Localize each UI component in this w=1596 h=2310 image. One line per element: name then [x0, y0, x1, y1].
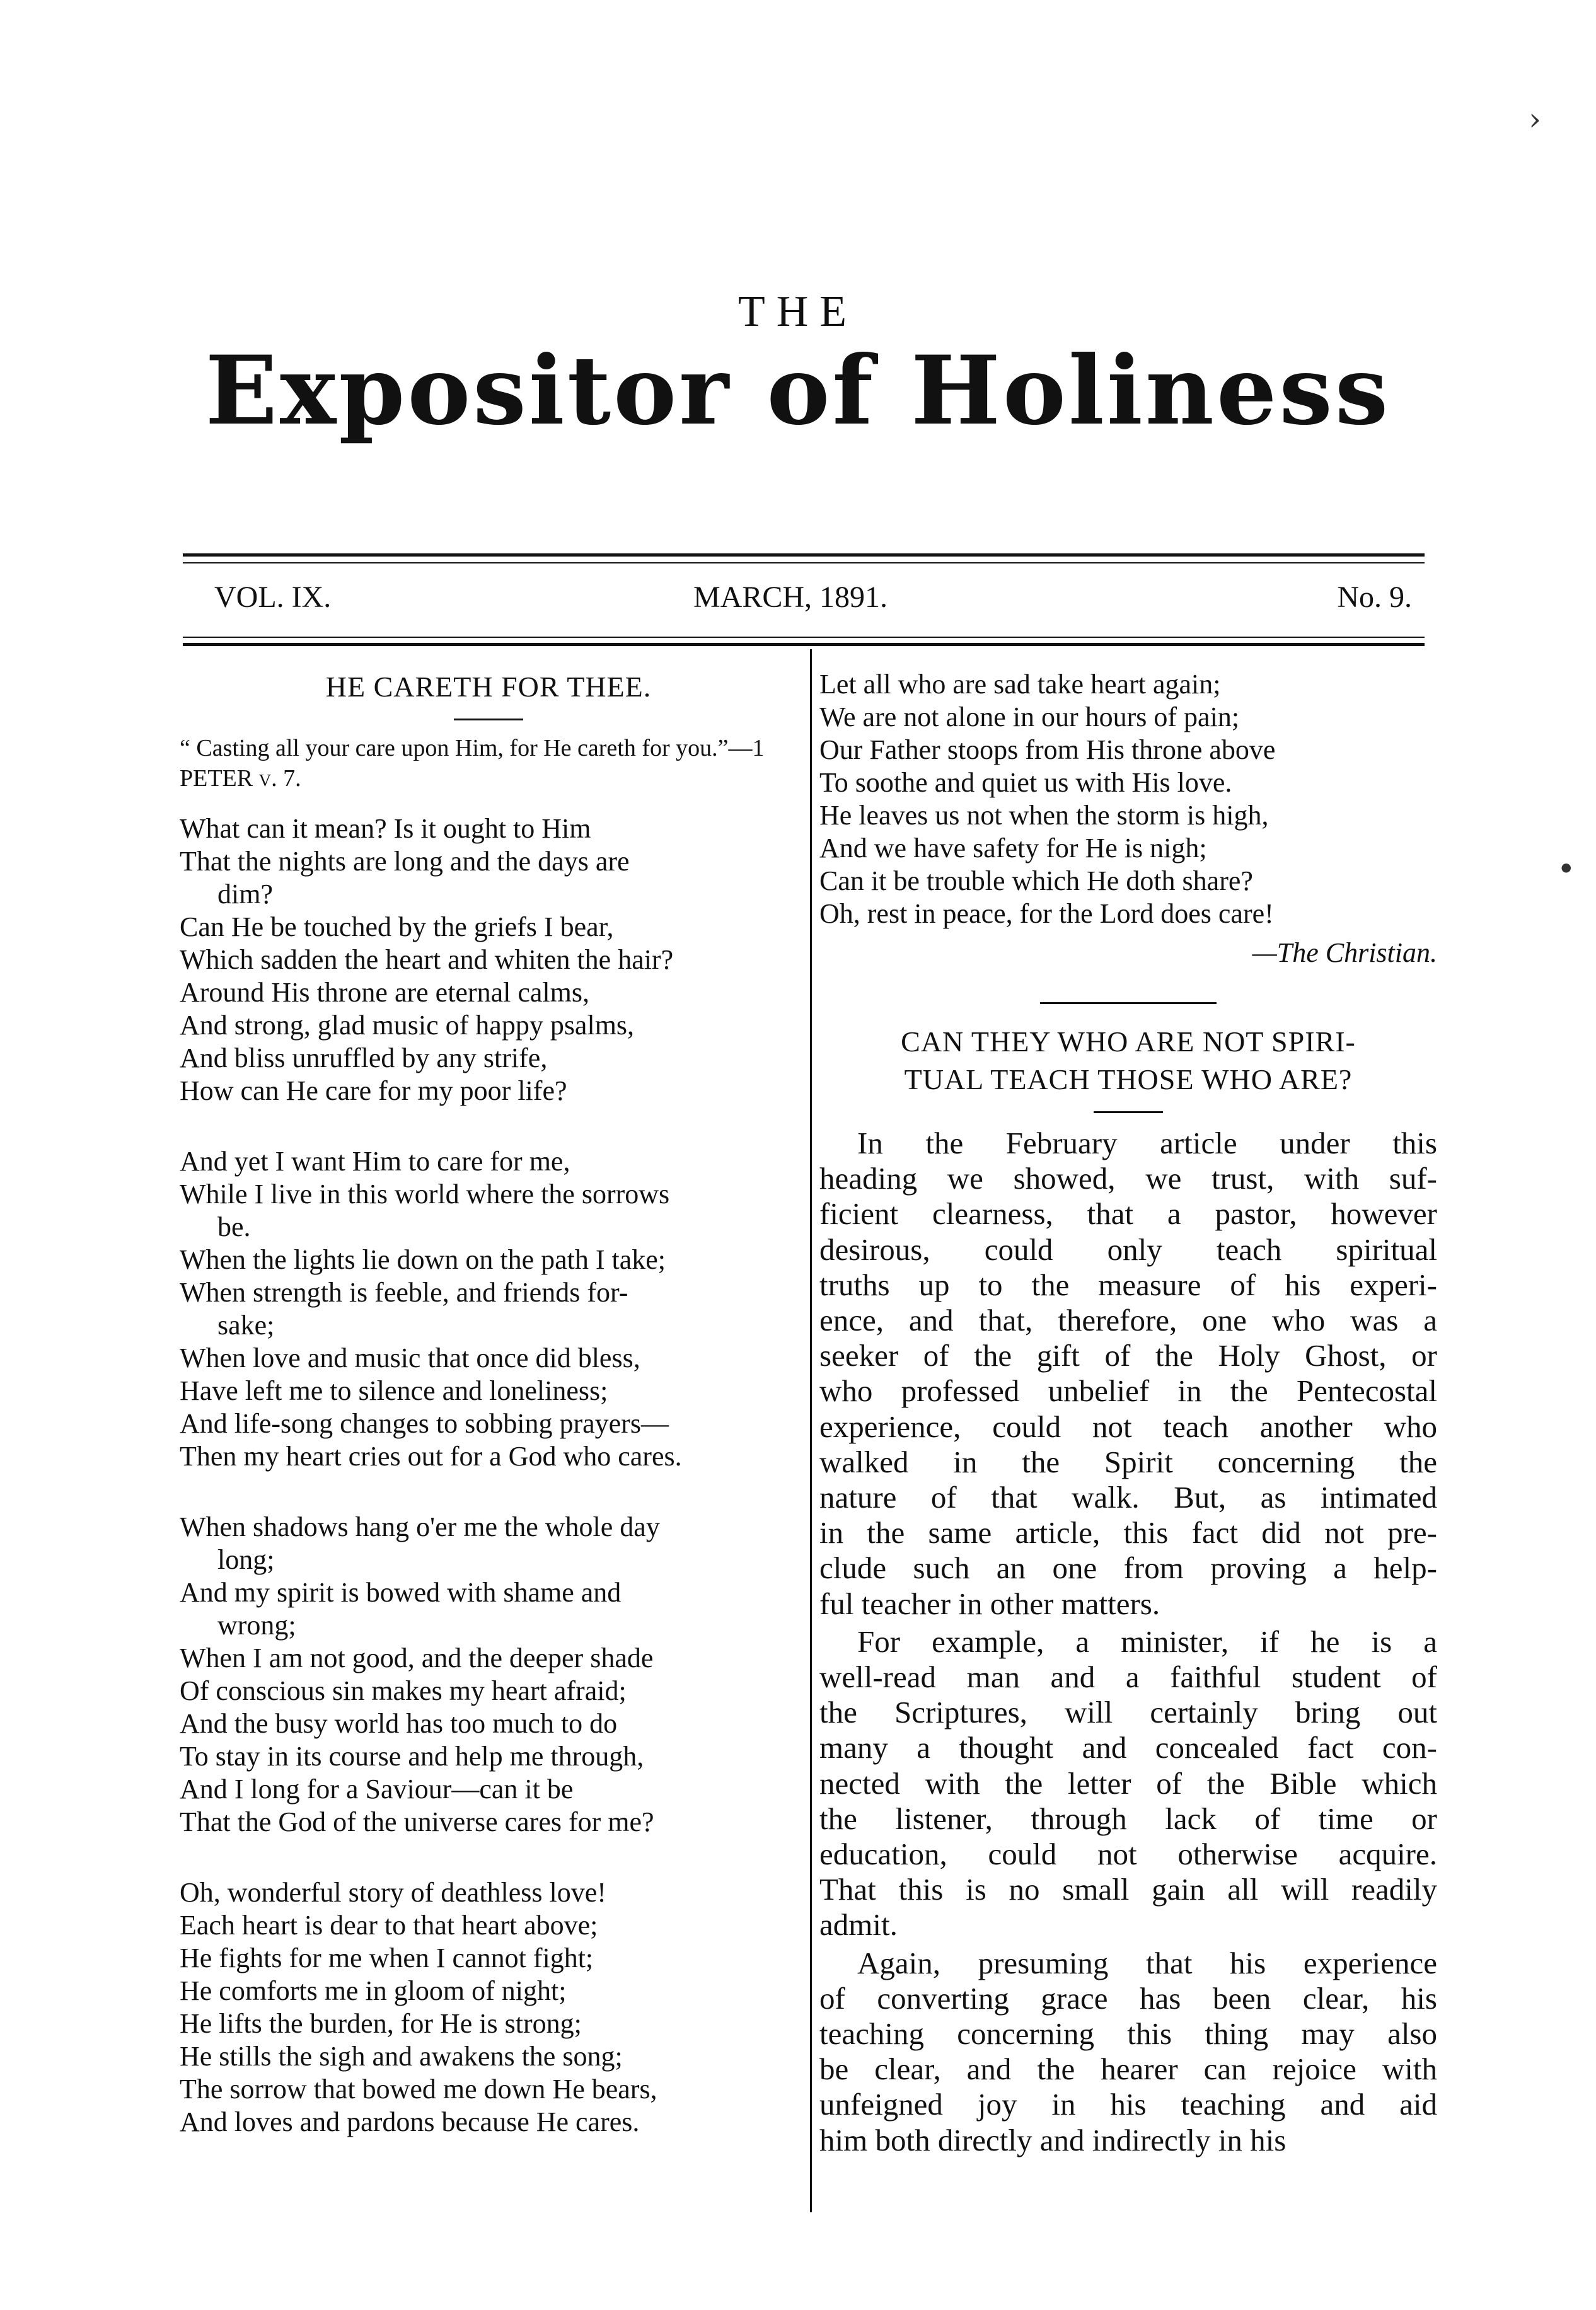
article-line: teaching concerning this thing may also [819, 2016, 1437, 2052]
poem-line: long; [217, 1544, 275, 1575]
article-heading-line-2: TUAL TEACH THOSE WHO ARE? [904, 1063, 1353, 1095]
poem-line: Around His throne are eternal calms, [180, 977, 589, 1008]
poem-line: He lifts the burden, for He is strong; [180, 2008, 582, 2039]
article-line: seeker of the gift of the Holy Ghost, or [819, 1338, 1437, 1373]
poem-line: wrong; [217, 1610, 296, 1641]
masthead-rule-top-thin [183, 562, 1425, 563]
article-paragraph [819, 1126, 1437, 1622]
poem-line: He leaves us not when the storm is high, [819, 800, 1269, 831]
poem-line: Let all who are sad take heart again; [819, 669, 1221, 700]
poem-stanza [180, 1511, 797, 1839]
epigraph-quote: “ Casting all your care upon Him, for He careth for you.”—1 [180, 735, 765, 761]
poem-line: What can it mean? Is it ought to Him [180, 813, 591, 844]
poem-line: Can He be touched by the griefs I bear, [180, 911, 614, 942]
poem-line: And loves and pardons because He cares. [180, 2106, 640, 2137]
poem-line: And bliss unruffled by any strife, [180, 1042, 548, 1073]
poem-line: Our Father stoops from His throne above [819, 734, 1276, 765]
issue-rule [183, 643, 1425, 646]
article-heading-rule [1094, 1111, 1163, 1113]
poem-heading: HE CARETH FOR THEE. [325, 671, 652, 703]
poem-line: Oh, rest in peace, for the Lord does care! [819, 898, 1274, 929]
article-line: truths up to the measure of his experi- [819, 1267, 1437, 1302]
right-column [819, 668, 1437, 2158]
article-line: in the same article, this fact did not pre- [819, 1515, 1437, 1551]
poem-stanzas-right [819, 668, 1437, 930]
poem-line: When the lights lie down on the path I take; [180, 1244, 666, 1275]
poem-line: Then my heart cries out for a God who cares. [180, 1441, 682, 1472]
heading-rule [454, 719, 523, 720]
article-line: clude such an one from proving a help- [819, 1551, 1437, 1586]
issue-number: No. 9. [1337, 580, 1412, 614]
article-line: many a thought and concealed fact con- [819, 1730, 1437, 1765]
poem-line: We are not alone in our hours of pain; [819, 702, 1240, 732]
poem-line: Which sadden the heart and whiten the hair? [180, 944, 674, 975]
article-heading-line-1: CAN THEY WHO ARE NOT SPIRI- [901, 1025, 1356, 1058]
poem-stanza [180, 1145, 797, 1473]
article-paragraph [819, 1624, 1437, 1943]
poem-line: Oh, wonderful story of deathless love! [180, 1877, 606, 1908]
poem-line: Of conscious sin makes my heart afraid; [180, 1675, 627, 1706]
article-line: ful teacher in other matters. [819, 1586, 1160, 1621]
poem-stanzas-left [180, 812, 797, 2139]
poem-column [180, 668, 797, 2176]
poem-line: How can He care for my poor life? [180, 1075, 567, 1106]
article-line: That this is no small gain all will readily [819, 1872, 1437, 1907]
article-line: the listener, through lack of time or [819, 1801, 1437, 1836]
issue-line [214, 580, 1412, 624]
poem-line: To soothe and quiet us with His love. [819, 767, 1232, 798]
poem-line: Each heart is dear to that heart above; [180, 1910, 598, 1941]
article-line: nature of that walk. But, as intimated [819, 1480, 1437, 1515]
poem-line: He comforts me in gloom of night; [180, 1975, 567, 2006]
article-line: Again, presuming that his experience [857, 1945, 1437, 1980]
article-body [819, 1126, 1437, 2158]
poem-line: Can it be trouble which He doth share? [819, 865, 1253, 896]
poem-line: And yet I want Him to care for me, [180, 1146, 570, 1177]
article-line: who professed unbelief in the Pentecostal [819, 1373, 1437, 1409]
column-divider [810, 649, 812, 2212]
article-line: of converting grace has been clear, his [819, 1980, 1437, 2016]
poem-line: He fights for me when I cannot fight; [180, 1943, 594, 1973]
masthead-title: Expositor of Holiness [205, 335, 1391, 446]
article-line: admit. [819, 1907, 898, 1943]
article-line: education, could not otherwise acquire. [819, 1837, 1437, 1872]
poem-line: sake; [217, 1310, 275, 1341]
poem-stanza [180, 1876, 797, 2139]
article-line: be clear, and the hearer can rejoice with [819, 2052, 1437, 2087]
masthead-the: THE [737, 287, 859, 336]
volume-label: VOL. IX. [214, 580, 332, 614]
poem-line: He stills the sigh and awakens the song; [180, 2041, 623, 2072]
poem-line: When shadows hang o'er me the whole day [180, 1511, 660, 1542]
margin-mark: › [1529, 101, 1541, 137]
poem-line: When strength is feeble, and friends for- [180, 1277, 628, 1308]
margin-dot: • [1557, 851, 1576, 887]
article-line: him both directly and indirectly in his [819, 2122, 1287, 2157]
poem-line: And I long for a Saviour—can it be [180, 1774, 574, 1805]
poem-line: The sorrow that bowed me down He bears, [180, 2074, 657, 2105]
poem-line: And strong, glad music of happy psalms, [180, 1010, 635, 1041]
section-rule [1040, 1002, 1217, 1004]
article-line: ence, and that, therefore, one who was a [819, 1303, 1437, 1338]
article-line: desirous, could only teach spiritual [819, 1232, 1437, 1267]
issue-rule-thin [183, 637, 1425, 638]
poem-line: And we have safety for He is nigh; [819, 833, 1207, 863]
article-line: heading we showed, we trust, with suf- [819, 1161, 1437, 1196]
epigraph-reference: PETER v. 7. [180, 765, 301, 792]
article-line: walked in the Spirit concerning the [819, 1444, 1437, 1479]
poem-line: And the busy world has too much to do [180, 1708, 618, 1739]
poem-line: dim? [217, 879, 273, 910]
poem-line: That the nights are long and the days are [180, 846, 630, 877]
poem-line: While I live in this world where the sorrows [180, 1179, 670, 1210]
article-line: ficient clearness, that a pastor, however [819, 1196, 1437, 1232]
article-line: nected with the letter of the Bible which [819, 1765, 1437, 1801]
poem-line: be. [217, 1211, 251, 1242]
masthead-rule-top [183, 553, 1425, 557]
poem-epigraph [180, 733, 797, 794]
poem-stanza [819, 668, 1437, 930]
article-heading [819, 1023, 1437, 1099]
poem-line: And life-song changes to sobbing prayers— [180, 1408, 669, 1439]
poem-line: Have left me to silence and loneliness; [180, 1375, 608, 1406]
article-line: well-read man and a faithful student of [819, 1660, 1437, 1695]
poem-attribution: —The Christian. [1252, 937, 1437, 968]
article-line: unfeigned joy in his teaching and aid [819, 2087, 1437, 2122]
poem-line: When I am not good, and the deeper shade [180, 1643, 654, 1673]
issue-date: MARCH, 1891. [693, 580, 888, 614]
article-line: For example, a minister, if he is a [857, 1624, 1437, 1659]
article-paragraph [819, 1946, 1437, 2158]
poem-line: And my spirit is bowed with shame and [180, 1577, 622, 1608]
poem-stanza [180, 812, 797, 1107]
poem-line: To stay in its course and help me through, [180, 1741, 644, 1772]
poem-line: When love and music that once did bless, [180, 1343, 640, 1373]
article-line: experience, could not teach another who [819, 1409, 1437, 1444]
article-line: In the February article under this [857, 1126, 1437, 1160]
poem-line: That the God of the universe cares for me? [180, 1806, 654, 1837]
article-line: the Scriptures, will certainly bring out [819, 1695, 1437, 1730]
